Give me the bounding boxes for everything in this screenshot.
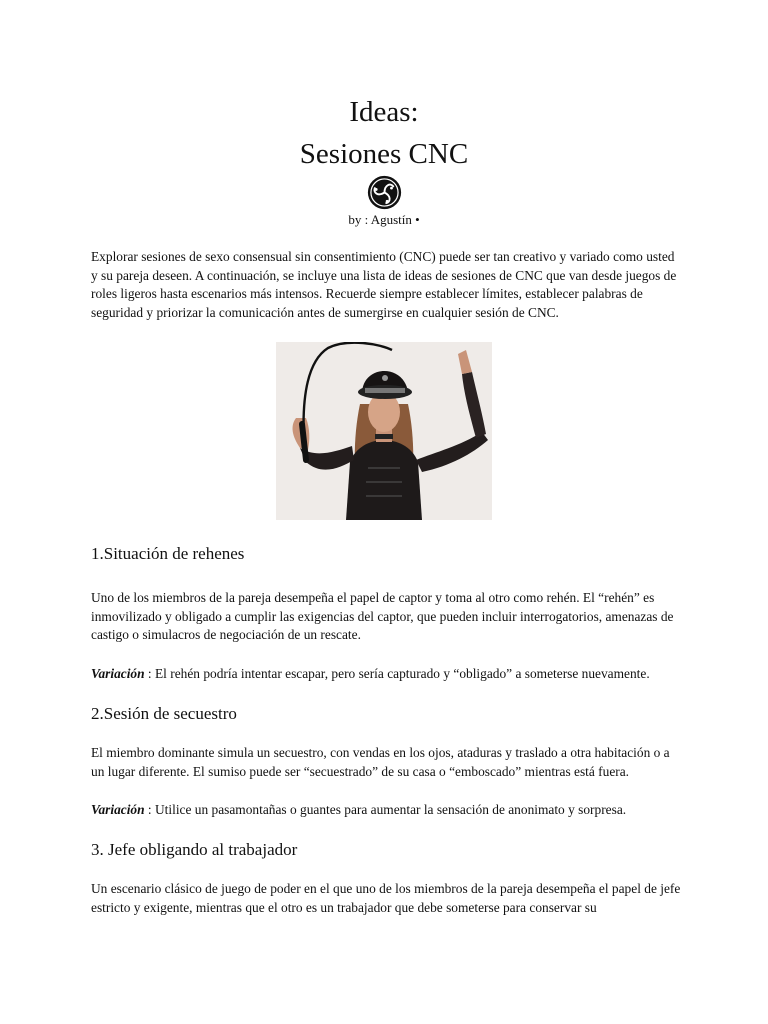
title-line-2: Sesiones CNC xyxy=(299,138,469,170)
byline: by : Agustín • xyxy=(348,212,420,227)
section-3-body: Un escenario clásico de juego de poder en el que uno de los miembros de la pareja desempeña el papel de jefe estricto y exigente, mientras que el otro es un trabajador que debe someterse para conservar su xyxy=(91,881,681,915)
section-3-heading: 3. Jefe obligando al trabajador xyxy=(91,840,298,859)
variation-label: Variación xyxy=(91,666,145,681)
variation-label: Variación xyxy=(91,802,145,817)
section-1-body: Uno de los miembros de la pareja desempeña el papel de captor y toma al otro como rehén. El “rehén” es inmovilizado y obligado a cumplir las exigencias del captor, que pueden incluir interrogatorios, amenazas de castigo o simulacros de negociación de un rescate. xyxy=(91,590,674,643)
triskelion-icon xyxy=(367,175,402,210)
variation-text: : Utilice un pasamontañas o guantes para aumentar la sensación de anonimato y sorpresa. xyxy=(144,802,627,817)
section-1-variation xyxy=(91,665,683,684)
photo xyxy=(276,342,492,520)
section-2-heading: 2.Sesión de secuestro xyxy=(91,704,237,723)
variation-text: : El rehén podría intentar escapar, pero sería capturado y “obligado” a someterse nuevamente. xyxy=(144,666,650,681)
intro-paragraph: Explorar sesiones de sexo consensual sin consentimiento (CNC) puede ser tan creativo y variado como usted y su pareja deseen. A continuación, se incluye una lista de ideas de sesiones de CNC que van desde juegos de roles ligeros hasta escenarios más intensos. Recuerde siempre establecer límites, establecer palabras de seguridad y priorizar la comunicación antes de sumergirse en cualquier sesión de CNC. xyxy=(91,249,677,320)
section-2-variation xyxy=(91,801,683,820)
title-line-1: Ideas: xyxy=(349,96,419,128)
section-1-heading: 1.Situación de rehenes xyxy=(91,544,245,563)
section-2-body: El miembro dominante simula un secuestro, con vendas en los ojos, ataduras y traslado a otra habitación o a un lugar diferente. El sumiso puede ser “secuestrado” de su casa o “emboscado” mientras está fuera. xyxy=(91,745,670,779)
